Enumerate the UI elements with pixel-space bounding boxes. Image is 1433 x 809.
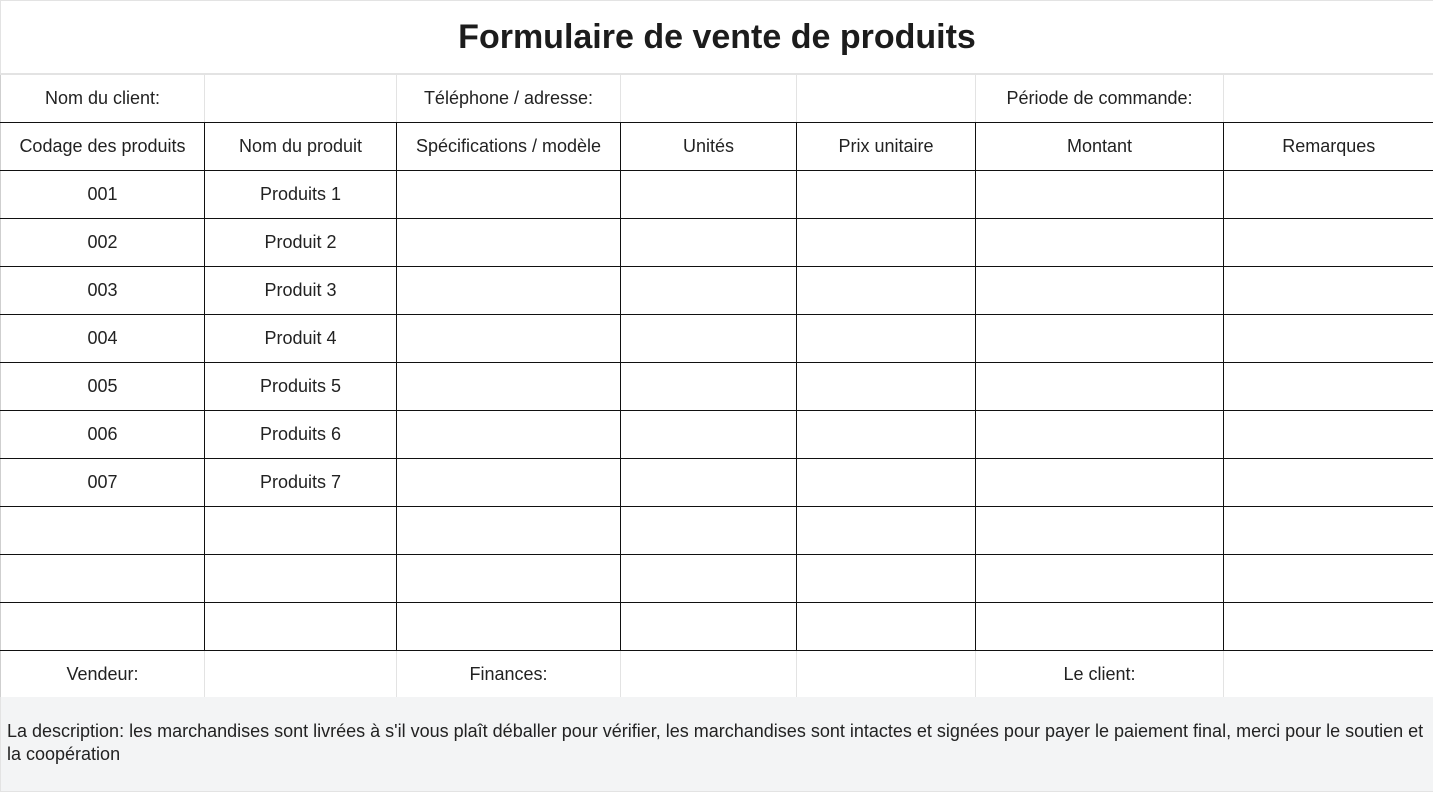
amount-cell[interactable] xyxy=(976,555,1224,603)
specifications-cell[interactable] xyxy=(397,315,621,363)
column-header-specifications[interactable]: Spécifications / modèle xyxy=(397,123,621,171)
specifications-cell[interactable] xyxy=(397,507,621,555)
product-name-cell[interactable] xyxy=(205,555,397,603)
column-header-amount[interactable]: Montant xyxy=(976,123,1224,171)
remarks-cell[interactable] xyxy=(1224,171,1433,219)
product-code-cell[interactable] xyxy=(1,555,205,603)
remarks-cell[interactable] xyxy=(1224,459,1433,507)
unit-price-cell[interactable] xyxy=(797,171,976,219)
specifications-cell[interactable] xyxy=(397,555,621,603)
amount-cell[interactable] xyxy=(976,219,1224,267)
unit-price-cell[interactable] xyxy=(797,363,976,411)
product-name-cell[interactable]: Produit 3 xyxy=(205,267,397,315)
remarks-cell[interactable] xyxy=(1224,507,1433,555)
amount-cell[interactable] xyxy=(976,459,1224,507)
column-header-product-name[interactable]: Nom du produit xyxy=(205,123,397,171)
sales-table xyxy=(0,74,1433,699)
product-name-cell[interactable]: Produits 5 xyxy=(205,363,397,411)
product-name-cell[interactable]: Produits 6 xyxy=(205,411,397,459)
units-cell[interactable] xyxy=(621,315,797,363)
unit-price-cell[interactable] xyxy=(797,315,976,363)
product-code-cell[interactable] xyxy=(1,507,205,555)
specifications-cell[interactable] xyxy=(397,171,621,219)
units-cell[interactable] xyxy=(621,219,797,267)
phone-address-cell[interactable] xyxy=(621,75,797,123)
table-row xyxy=(1,603,1433,651)
specifications-cell[interactable] xyxy=(397,219,621,267)
column-header-units[interactable]: Unités xyxy=(621,123,797,171)
unit-price-cell[interactable] xyxy=(797,603,976,651)
table-row xyxy=(1,507,1433,555)
product-name-cell[interactable]: Produit 4 xyxy=(205,315,397,363)
signature-row xyxy=(1,651,1433,699)
column-header-row xyxy=(1,123,1433,171)
table-row xyxy=(1,411,1433,459)
finance-cell-2[interactable] xyxy=(797,651,976,699)
table-row xyxy=(1,555,1433,603)
table-row xyxy=(1,267,1433,315)
units-cell[interactable] xyxy=(621,171,797,219)
units-cell[interactable] xyxy=(621,507,797,555)
unit-price-cell[interactable] xyxy=(797,219,976,267)
units-cell[interactable] xyxy=(621,555,797,603)
units-cell[interactable] xyxy=(621,363,797,411)
remarks-cell[interactable] xyxy=(1224,411,1433,459)
remarks-cell[interactable] xyxy=(1224,555,1433,603)
product-code-cell[interactable]: 003 xyxy=(1,267,205,315)
remarks-cell[interactable] xyxy=(1224,363,1433,411)
client-name-label[interactable]: Nom du client: xyxy=(1,75,205,123)
seller-label[interactable]: Vendeur: xyxy=(1,651,205,699)
unit-price-cell[interactable] xyxy=(797,411,976,459)
order-period-label[interactable]: Période de commande: xyxy=(976,75,1224,123)
product-code-cell[interactable] xyxy=(1,603,205,651)
seller-cell[interactable] xyxy=(205,651,397,699)
table-row xyxy=(1,315,1433,363)
amount-cell[interactable] xyxy=(976,171,1224,219)
order-period-cell[interactable] xyxy=(1224,75,1433,123)
column-header-unit-price[interactable]: Prix unitaire xyxy=(797,123,976,171)
product-code-cell[interactable]: 002 xyxy=(1,219,205,267)
client-info-row xyxy=(1,75,1433,123)
specifications-cell[interactable] xyxy=(397,363,621,411)
remarks-cell[interactable] xyxy=(1224,267,1433,315)
table-row xyxy=(1,171,1433,219)
customer-label[interactable]: Le client: xyxy=(976,651,1224,699)
product-code-cell[interactable]: 004 xyxy=(1,315,205,363)
units-cell[interactable] xyxy=(621,459,797,507)
product-name-cell[interactable] xyxy=(205,507,397,555)
finance-label[interactable]: Finances: xyxy=(397,651,621,699)
table-row xyxy=(1,459,1433,507)
description-note[interactable]: La description: les marchandises sont livrées à s'il vous plaît déballer pour vérifier, les marchandises sont intactes et signées pour payer le paiement final, merci pour le soutien et la coopération xyxy=(0,697,1433,792)
units-cell[interactable] xyxy=(621,411,797,459)
customer-cell[interactable] xyxy=(1224,651,1433,699)
product-name-cell[interactable] xyxy=(205,603,397,651)
product-name-cell[interactable]: Produits 1 xyxy=(205,171,397,219)
unit-price-cell[interactable] xyxy=(797,267,976,315)
amount-cell[interactable] xyxy=(976,507,1224,555)
product-code-cell[interactable]: 001 xyxy=(1,171,205,219)
specifications-cell[interactable] xyxy=(397,459,621,507)
phone-address-label[interactable]: Téléphone / adresse: xyxy=(397,75,621,123)
product-code-cell[interactable]: 006 xyxy=(1,411,205,459)
unit-price-cell[interactable] xyxy=(797,555,976,603)
specifications-cell[interactable] xyxy=(397,411,621,459)
unit-price-cell[interactable] xyxy=(797,507,976,555)
product-name-cell[interactable]: Produits 7 xyxy=(205,459,397,507)
amount-cell[interactable] xyxy=(976,267,1224,315)
table-row xyxy=(1,363,1433,411)
product-code-cell[interactable]: 005 xyxy=(1,363,205,411)
units-cell[interactable] xyxy=(621,603,797,651)
remarks-cell[interactable] xyxy=(1224,603,1433,651)
remarks-cell[interactable] xyxy=(1224,219,1433,267)
column-header-remarks[interactable]: Remarques xyxy=(1224,123,1433,171)
remarks-cell[interactable] xyxy=(1224,315,1433,363)
form-title[interactable]: Formulaire de vente de produits xyxy=(0,0,1433,74)
amount-cell[interactable] xyxy=(976,363,1224,411)
product-name-cell[interactable]: Produit 2 xyxy=(205,219,397,267)
client-name-cell[interactable] xyxy=(205,75,397,123)
specifications-cell[interactable] xyxy=(397,603,621,651)
amount-cell[interactable] xyxy=(976,315,1224,363)
product-code-cell[interactable]: 007 xyxy=(1,459,205,507)
table-row xyxy=(1,219,1433,267)
column-header-product-code[interactable]: Codage des produits xyxy=(1,123,205,171)
specifications-cell[interactable] xyxy=(397,267,621,315)
phone-address-cell-2[interactable] xyxy=(797,75,976,123)
amount-cell[interactable] xyxy=(976,603,1224,651)
amount-cell[interactable] xyxy=(976,411,1224,459)
product-rows xyxy=(1,171,1433,651)
finance-cell[interactable] xyxy=(621,651,797,699)
units-cell[interactable] xyxy=(621,267,797,315)
unit-price-cell[interactable] xyxy=(797,459,976,507)
